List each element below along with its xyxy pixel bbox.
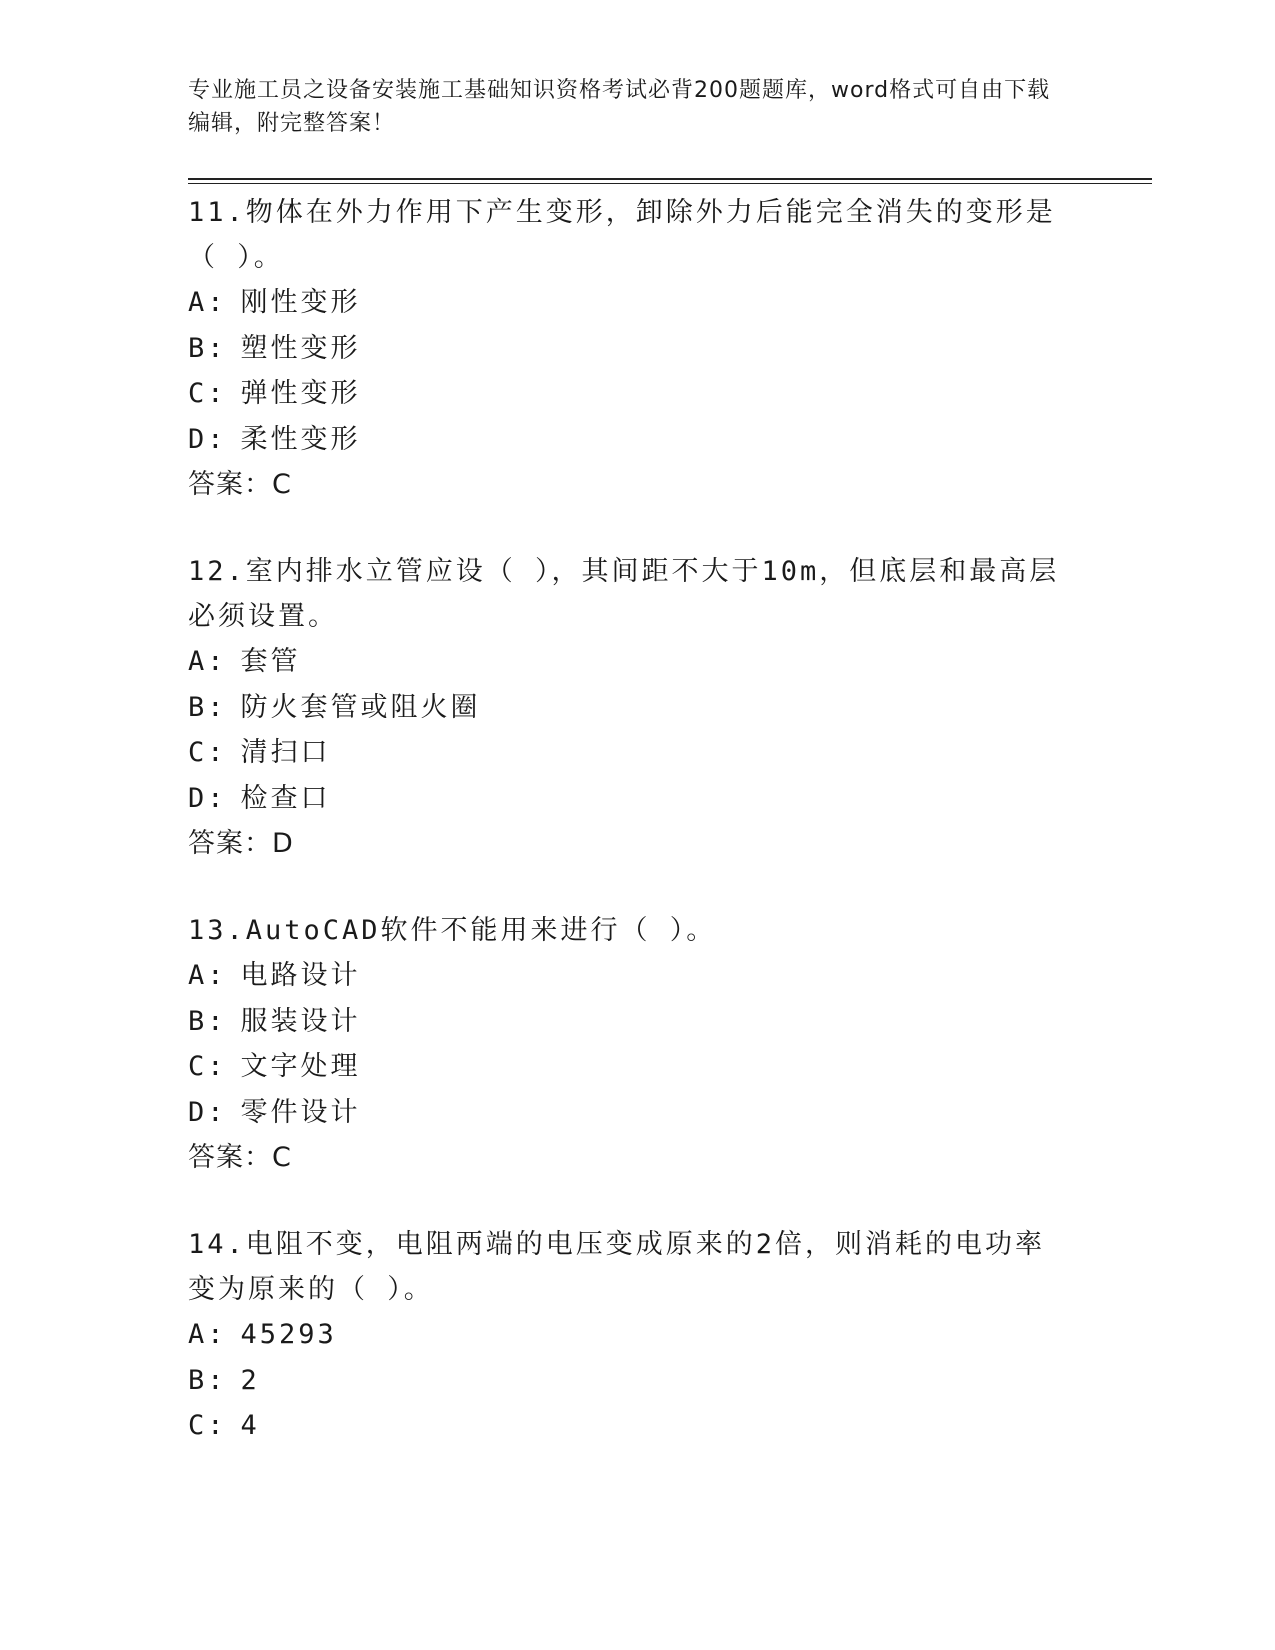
option-letter: A:: [188, 1319, 227, 1350]
option-text: 塑性变形: [240, 332, 361, 364]
option-letter: B:: [188, 1364, 227, 1396]
option-d: [188, 776, 1088, 822]
option-letter: B:: [188, 691, 227, 723]
question-stem: 14.电阻不变，电阻两端的电压变成原来的2倍，则消耗的电功率变为原来的（ ）。: [188, 1229, 1046, 1305]
option-letter: D:: [188, 1096, 227, 1128]
question-11: [188, 190, 1088, 507]
question-14: [188, 1222, 1088, 1449]
option-letter: B:: [188, 1005, 227, 1037]
option-letter: C:: [188, 1051, 227, 1082]
header-rule-thin: [188, 183, 1152, 184]
option-a: [188, 280, 1088, 326]
option-b: [188, 1358, 1088, 1404]
option-text: 刚性变形: [240, 287, 361, 318]
question-list: [188, 190, 1088, 1449]
option-text: 套管: [240, 646, 301, 677]
option-text: 检查口: [240, 782, 331, 814]
option-letter: A:: [188, 646, 227, 677]
option-text: 2: [240, 1364, 260, 1396]
option-b: [188, 685, 1088, 731]
option-c: [188, 1403, 1088, 1449]
option-c: [188, 1044, 1088, 1090]
option-a: [188, 1312, 1088, 1358]
option-a: [188, 639, 1088, 685]
option-d: [188, 1090, 1088, 1136]
option-letter: C:: [188, 1410, 227, 1441]
option-letter: C:: [188, 378, 227, 409]
option-a: [188, 953, 1088, 999]
answer-line: 答案：C: [188, 1142, 292, 1173]
answer-line: 答案：D: [188, 828, 294, 859]
question-12: [188, 549, 1088, 866]
option-d: [188, 417, 1088, 463]
option-text: 清扫口: [240, 737, 331, 768]
answer-line: 答案：C: [188, 469, 292, 500]
option-letter: C:: [188, 737, 227, 768]
question-stem: 11.物体在外力作用下产生变形，卸除外力后能完全消失的变形是（ ）。: [188, 197, 1056, 273]
option-c: [188, 371, 1088, 417]
option-c: [188, 730, 1088, 776]
option-letter: D:: [188, 423, 227, 455]
option-letter: B:: [188, 332, 227, 364]
question-stem: 13.AutoCAD软件不能用来进行（ ）。: [188, 915, 717, 946]
option-text: 柔性变形: [240, 423, 361, 455]
document-title: 专业施工员之设备安装施工基础知识资格考试必背200题题库，word格式可自由下载编辑，附完整答案！: [188, 78, 1051, 136]
option-b: [188, 326, 1088, 372]
option-text: 服装设计: [240, 1005, 361, 1037]
option-text: 防火套管或阻火圈: [240, 691, 481, 723]
option-b: [188, 999, 1088, 1045]
option-letter: A:: [188, 287, 227, 318]
option-letter: D:: [188, 782, 227, 814]
question-stem: 12.室内排水立管应设（ ），其间距不大于10m，但底层和最高层必须设置。: [188, 556, 1060, 632]
option-text: 文字处理: [240, 1051, 361, 1082]
option-text: 电路设计: [240, 960, 361, 991]
option-text: 45293: [240, 1319, 337, 1350]
option-text: 4: [240, 1410, 260, 1441]
question-13: [188, 908, 1088, 1180]
option-text: 弹性变形: [240, 378, 361, 409]
option-letter: A:: [188, 960, 227, 991]
header-rule-thick: [188, 178, 1152, 180]
option-text: 零件设计: [240, 1096, 361, 1128]
